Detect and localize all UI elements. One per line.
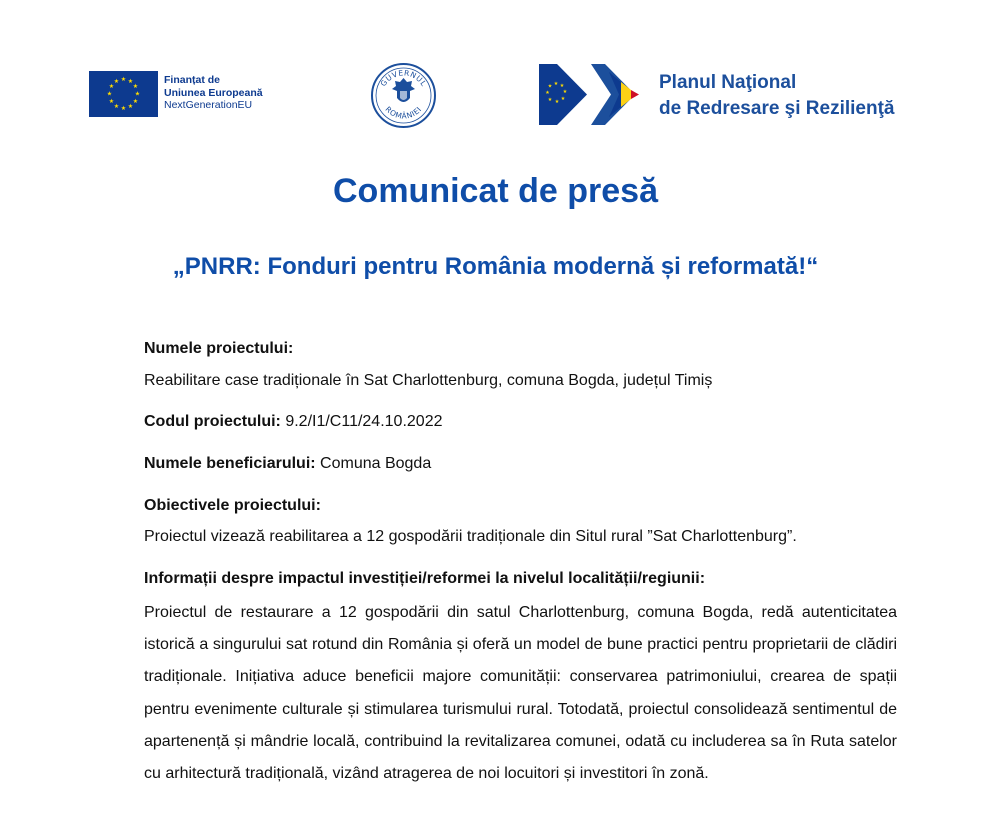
project-name-value: Reabilitare case tradiționale în Sat Charlottenburg, comuna Bogda, județul Timiș [144, 372, 713, 389]
svg-text:★: ★ [106, 90, 113, 98]
pnrr-line-1: Planul Naţional [659, 72, 797, 93]
beneficiary-value: Comuna Bogda [315, 455, 432, 472]
eu-flag-icon [89, 71, 158, 117]
eu-line-3: NextGenerationEU [164, 99, 253, 111]
header-logos [0, 0, 991, 140]
pnrr-logo-icon [539, 64, 651, 125]
project-code-value: 9.2/I1/C11/24.10.2022 [280, 413, 443, 430]
svg-text:★: ★ [562, 89, 568, 95]
svg-text:★: ★ [560, 96, 566, 102]
eu-funding-text [164, 74, 263, 112]
svg-text:★: ★ [547, 97, 553, 103]
svg-text:★: ★ [120, 76, 127, 83]
svg-text:★: ★ [113, 103, 120, 110]
seal-top-text: GUVERNUL [378, 68, 429, 89]
impact-label: Informații despre impactul investiției/reformei la nivelul localității/regiunii: [144, 570, 706, 587]
beneficiary [144, 455, 431, 473]
svg-text:★: ★ [547, 83, 553, 90]
svg-text:★: ★ [134, 90, 141, 98]
svg-text:★: ★ [127, 78, 134, 85]
svg-text:★: ★ [108, 98, 115, 105]
svg-text:★: ★ [132, 83, 139, 90]
page-title: Comunicat de presă [333, 172, 658, 210]
eu-line-1: Finanțat de [164, 74, 221, 86]
impact-paragraph: Proiectul de restaurare a 12 gospodării din satul Charlottenburg, comuna Bogda, redă autenticitatea istorică a singurului sat rotund din România și oferă un model de bune practici pentru proprietarii de clădiri tradiționale. Inițiativa aduce beneficii majore comunității: conservarea patrimoniului, crearea de spații pentru evenimente culturale și stimularea turismului rural. Totodată, proiectul consolidează sentimentul de apartenență și mândrie locală, contribuind la revitalizarea comunei, odată cu includerea sa în Ruta satelor cu arhitectură tradițională, vizând atragerea de noi locuitori și investitori în zonă. [144, 604, 897, 783]
svg-text:★: ★ [553, 81, 559, 87]
project-code [144, 413, 442, 431]
svg-text:★: ★ [113, 78, 120, 85]
svg-text:★: ★ [559, 83, 565, 89]
seal-bottom-text: ROMÂNIEI [383, 104, 424, 121]
svg-text:★: ★ [127, 103, 134, 110]
svg-text:★: ★ [132, 98, 139, 105]
objectives-value: Proiectul vizează reabilitarea a 12 gospodării tradiționale din Situl rural ”Sat Charlottenburg”. [144, 528, 797, 545]
svg-text:★: ★ [545, 90, 550, 96]
project-name-label: Numele proiectului: [144, 340, 294, 357]
beneficiary-label: Numele beneficiarului: [144, 455, 316, 472]
svg-text:★: ★ [108, 83, 115, 90]
eu-line-2: Uniunea Europeană [164, 86, 263, 99]
objectives-label: Obiectivele proiectului: [144, 497, 321, 514]
svg-text:★: ★ [554, 99, 560, 105]
svg-text:★: ★ [120, 105, 127, 112]
svg-text:ROMÂNIEI [383, 105, 423, 121]
project-code-label: Codul proiectului: [144, 413, 281, 430]
pnrr-title [659, 70, 895, 122]
government-seal-icon [370, 62, 437, 129]
pnrr-line-2: de Redresare şi Rezilienţă [659, 98, 895, 119]
page-subtitle: „PNRR: Fonduri pentru România modernă și reformată!“ [172, 253, 819, 280]
